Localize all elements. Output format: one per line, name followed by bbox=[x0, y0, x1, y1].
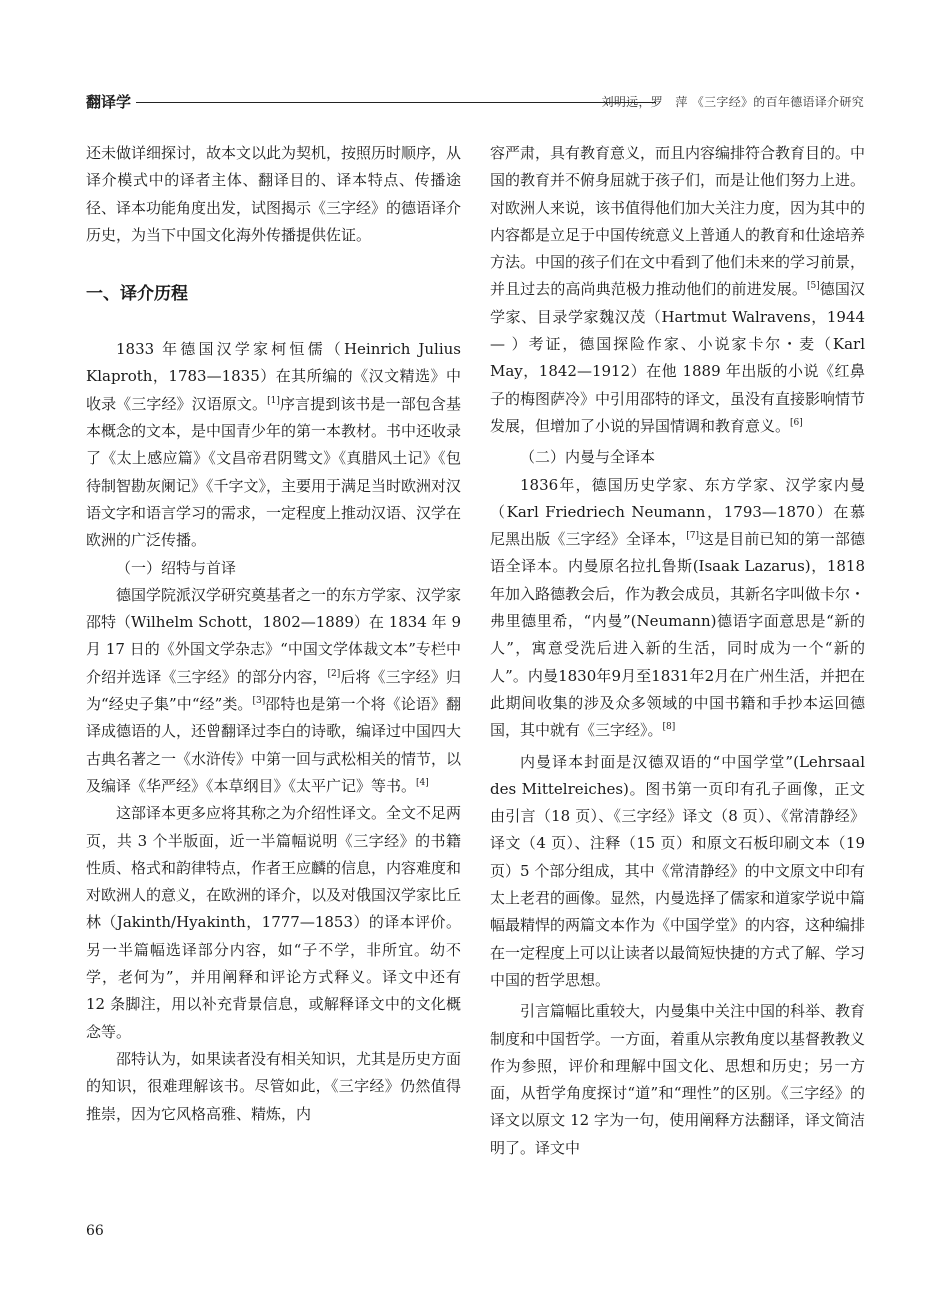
running-title: 刘明远，罗 萍 《三字经》的百年德语译介研究 bbox=[601, 95, 864, 109]
subheading-schott: （一）绍特与首译 bbox=[116, 558, 237, 577]
paragraph-text: 这是目前已知的第一部德语全译本。内曼原名拉扎鲁斯(Isaak Lazarus)，1818年加入路德教会后，作为教会成员，其新名字叫做卡尔・弗里德里希，“内曼”(Neumann)德语字面意思是“新的人”，寓意受洗后进入新的生活，同时成为一个“新的人”。内曼1830年9月至1831年2月在广州生活，并把在此期间收集的涉及众多领域的中国书籍和手抄本运回德国，其中就有《三字经》。 bbox=[490, 530, 866, 740]
paragraph-text: 容严肃，具有教育意义，而且内容编排符合教育目的。中国的教育并不俯身屈就于孩子们，而是让他们努力上进。对欧洲人来说，该书值得他们加大关注力度，因为其中的内容都是立足于中国传统意义上普通人的教育和仕途培养方法。中国的孩子们在文中看到了他们未来的学习前景，并且过去的高尚典范极力推动他们的前进发展。 bbox=[490, 144, 866, 299]
paragraph-text: 德国学院派汉学研究奠基者之一的东方学家、汉学家邵特（Wilhelm Schott，1802—1889）在 1834 年 9 月 17 日的《外国文学杂志》“中国文学体裁文本”专栏中介绍并选译《三字经》的部分内容， bbox=[86, 585, 462, 686]
paragraph-intro-translation: 这部译本更多应将其称之为介绍性译文。全文不足两页，共 3 个半版面，近一半篇幅说明《三字经》的书籍性质、格式和韵律特点，作者王应麟的信息，内容难度和对欧洲人的意义，在欧洲的译介，以及对俄国汉学家比丘林（Jakinth/Hyakinth，1777—1853）的译本评价。另一半篇幅选译部分内容，如“子不学，非所宜。幼不学，老何为”，并用阐释和评论方式释义。译文中还有 12 条脚注，用以补充背景信息，或解释译文中的文化概念等。 bbox=[86, 804, 462, 1041]
footnote-ref: [6] bbox=[790, 417, 803, 428]
paragraph-schott-opinion: 邵特认为，如果读者没有相关知识，尤其是历史方面的知识，很难理解该书。尽管如此，《三字经》仍然值得推崇，因为它风格高雅、精炼，内 bbox=[86, 1049, 462, 1123]
header-rule bbox=[136, 102, 656, 103]
footnote-ref: [1] bbox=[267, 395, 280, 406]
left-column bbox=[86, 140, 461, 1128]
paragraph-neumann-cover: 内曼译本封面是汉德双语的“中国学堂”(Lehrsaal des Mittelreiches)。图书第一页印有孔子画像，正文由引言（18 页）、《三字经》译文（8 页）、《常清静经》译文（4 页）、注释（15 页）和原文石板印刷文本（19 页）5 个部分组成，其中《常清静经》的中文原文中印有太上老君的画像。显然，内曼选择了儒家和道家学说中篇幅最精悍的两篇文本作为《中国学堂》的内容，这种编排在一定程度上可以让读者以最简短快捷的方式了解、学习中国的哲学思想。 bbox=[490, 752, 866, 989]
footnote-ref: [8] bbox=[662, 722, 676, 733]
footnote-ref: [4] bbox=[416, 777, 429, 788]
paragraph-text: 德国汉学家、目录学家魏汉茂（Hartmut Walravens，1944— ）考证，德国探险作家、小说家卡尔・麦（Karl May，1842—1912）在他 1889 年出版的小说《红鼻子的梅图萨冷》中引用邵特的译文，虽没有直接影响情节发展，但增加了小说的异国情调和教育意义。 bbox=[490, 280, 866, 435]
paragraph-text: 序言提到该书是一部包含基本概念的文本，是中国青少年的第一本教材。书中还收录了《太上感应篇》《文昌帝君阴骘文》《真腊风土记》《包待制智勘灰阑记》《千字文》，主要用于满足当时欧洲对汉语文字和语言学习的需求，一定程度上推动汉语、汉学在欧洲的广泛传播。 bbox=[86, 394, 462, 550]
paragraph-neumann bbox=[490, 472, 865, 745]
page-header bbox=[86, 92, 864, 114]
paragraph-text: 邵特也是第一个将《论语》翻译成德语的人，还曾翻译过李白的诗歌，编译过中国四大古典名著之一《水浒传》中第一回与武松相关的情节，以及编译《华严经》《本草纲目》《太平广记》等书。 bbox=[86, 695, 462, 795]
footnote-ref: [2] bbox=[327, 668, 341, 679]
footnote-ref: [5] bbox=[806, 281, 820, 292]
section-heading: 一、译介历程 bbox=[86, 284, 188, 305]
right-column bbox=[490, 140, 865, 1162]
paragraph-text: 1833 年德国汉学家柯恒儒（Heinrich Julius Klaproth，1783—1835）在其所编的《汉文精选》中收录《三字经》汉语原文。 bbox=[86, 340, 461, 413]
footnote-ref: [7] bbox=[686, 531, 699, 542]
paragraph-neumann-introduction: 引言篇幅比重较大，内曼集中关注中国的科举、教育制度和中国哲学。一方面，着重从宗教角度以基督教教义作为参照，评价和理解中国文化、思想和历史；另一方面，从哲学角度探讨“道”和“理性”的区别。《三字经》的译文以原文 12 字为一句，使用阐释方法翻译，译文简洁明了。译文中 bbox=[490, 1002, 866, 1157]
paragraph-schott bbox=[86, 582, 461, 800]
paragraph-text: 1836年，德国历史学家、东方学家、汉学家内曼（Karl Friedriech Neumann，1793—1870）在慕尼黑出版《三字经》全译本， bbox=[490, 475, 865, 549]
journal-name: 翻译学 bbox=[86, 93, 132, 111]
intro-paragraph: 还未做详细探讨，故本文以此为契机，按照历时顺序，从译介模式中的译者主体、翻译目的、译本特点、传播途径、译本功能角度出发，试图揭示《三字经》的德语译介历史，为当下中国文化海外传播提供佐证。 bbox=[86, 144, 462, 244]
footnote-ref: [3] bbox=[252, 696, 266, 707]
page-number: 66 bbox=[86, 1223, 104, 1239]
paragraph-continuation bbox=[490, 140, 865, 440]
paragraph-klaproth bbox=[86, 336, 461, 554]
paragraph-text: 后将《三字经》归为“经史子集”中“经”类。 bbox=[86, 667, 461, 714]
subheading-neumann: （二）内曼与全译本 bbox=[520, 448, 656, 467]
